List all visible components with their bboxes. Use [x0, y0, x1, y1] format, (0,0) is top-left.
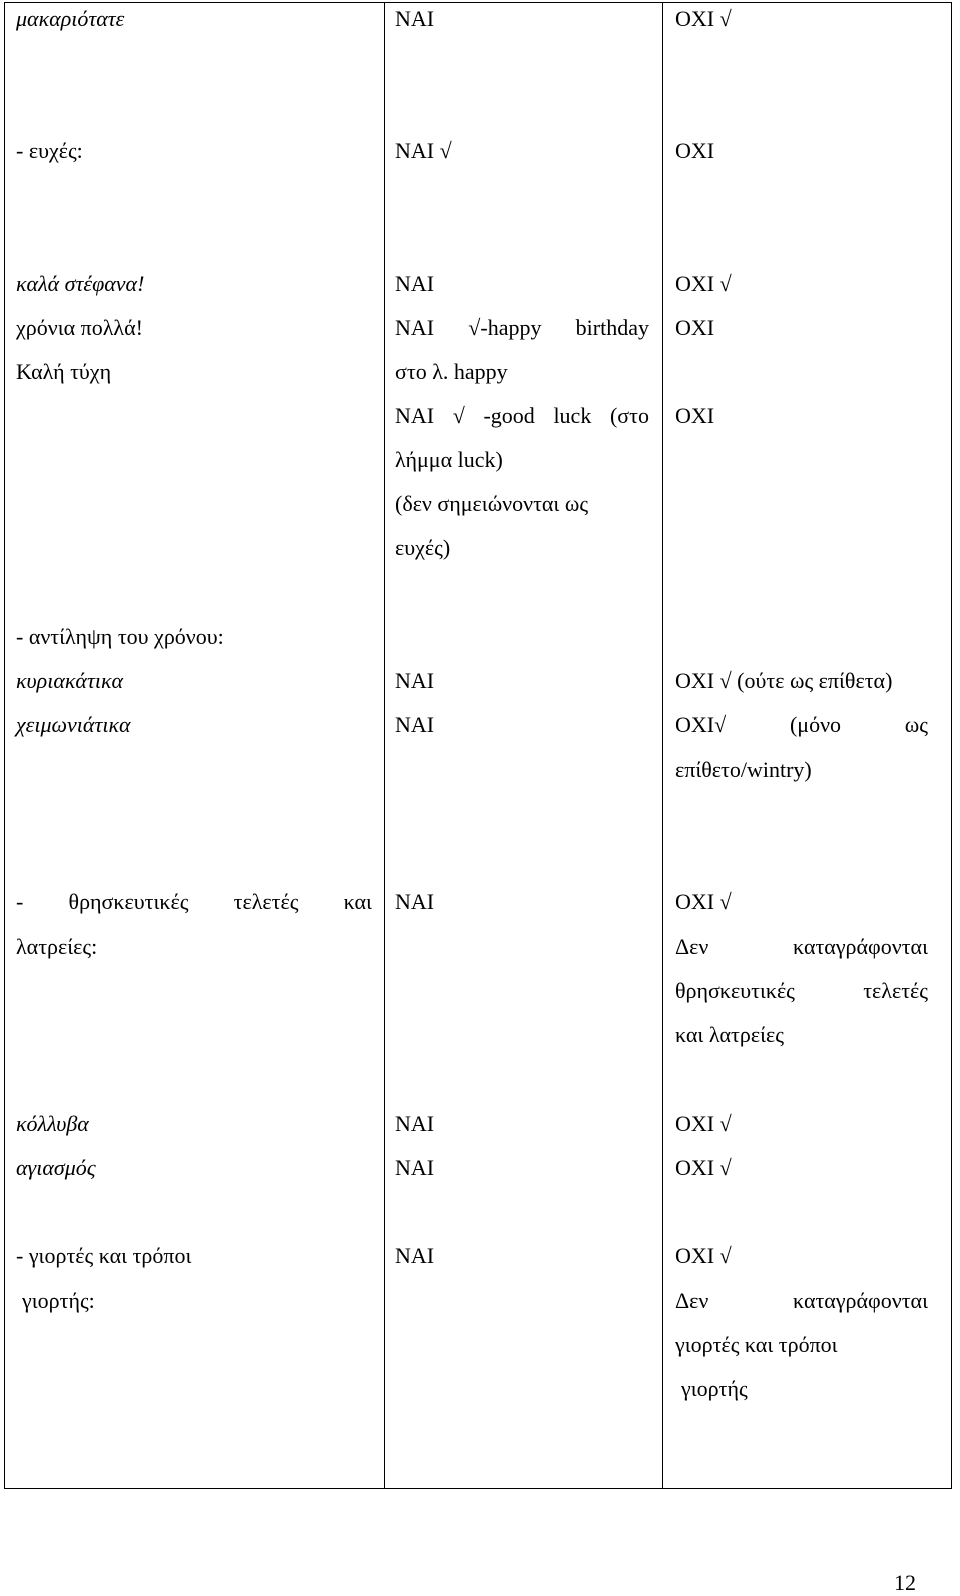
column-divider-2 — [662, 3, 663, 1488]
word: και — [343, 889, 372, 914]
word: καταγράφονται — [793, 1288, 928, 1313]
word: ΝΑΙ — [395, 403, 435, 428]
cell-giortes-col3-line3: γιορτές και τρόποι — [675, 1332, 838, 1357]
cell-makariotate-col2: ΝΑΙ — [395, 6, 435, 31]
cell-eyxes-col2: ΝΑΙ √ — [395, 138, 452, 163]
section-giortes-line1: - γιορτές και τρόποι — [16, 1243, 192, 1268]
cell-kala-stefana-col3: ΟΧΙ √ — [675, 271, 732, 296]
cell-thriskeftikes-col3-line3 — [675, 978, 928, 1004]
cell-kali-tyxi-col2-line1 — [395, 403, 649, 429]
cell-thriskeftikes-col3-line2 — [675, 934, 928, 960]
cell-kali-tyxi-col2-line3: (δεν σημειώνονται ως — [395, 491, 589, 516]
cell-giortes-col2: ΝΑΙ — [395, 1243, 435, 1268]
cell-agiasmos-col2: ΝΑΙ — [395, 1155, 435, 1180]
word: -good — [483, 403, 535, 428]
word: θρησκευτικές — [68, 889, 189, 914]
word: Δεν — [675, 934, 709, 959]
term-kyriakatika: κυριακάτικα — [16, 668, 124, 693]
term-kala-stefana: καλά στέφανα! — [16, 271, 145, 296]
cell-kala-stefana-col2: ΝΑΙ — [395, 271, 435, 296]
cell-kyriakatika-col3: ΟΧΙ √ (ούτε ως επίθετα) — [675, 668, 893, 693]
term-xronia-polla: χρόνια πολλά! — [16, 315, 143, 340]
term-agiasmos: αγιασμός — [16, 1155, 96, 1180]
cell-giortes-col3-line4: γιορτής — [681, 1376, 748, 1401]
word: ΝΑΙ — [395, 315, 435, 340]
cell-xeimoniatika-col2: ΝΑΙ — [395, 712, 435, 737]
term-xeimoniatika: χειμωνιάτικα — [16, 712, 131, 737]
cell-thriskeftikes-col3-line4: και λατρείες — [675, 1022, 784, 1047]
cell-kali-tyxi-col2-line4: ευχές) — [395, 535, 451, 560]
word: τελετές — [863, 978, 928, 1003]
cell-eyxes-col3: ΟΧΙ — [675, 138, 715, 163]
cell-kollyva-col2: ΝΑΙ — [395, 1111, 435, 1136]
cell-agiasmos-col3: ΟΧΙ √ — [675, 1155, 732, 1180]
word: (στο — [609, 403, 649, 428]
word: ως — [904, 712, 928, 737]
cell-xronia-polla-col2-line1 — [395, 315, 649, 341]
cell-kyriakatika-col2: ΝΑΙ — [395, 668, 435, 693]
section-thriskeftikes-line1 — [16, 889, 372, 915]
word: ΟΧΙ√ — [675, 712, 727, 737]
cell-thriskeftikes-col3-line1: ΟΧΙ √ — [675, 889, 732, 914]
section-thriskeftikes-line2: λατρείες: — [16, 934, 98, 959]
cell-xeimoniatika-col3-line1 — [675, 712, 928, 738]
term-makariotate: μακαριότατε — [16, 6, 125, 31]
page-number: 12 — [894, 1570, 916, 1595]
cell-thriskeftikes-col2: ΝΑΙ — [395, 889, 435, 914]
word: Δεν — [675, 1288, 709, 1313]
cell-xronia-polla-col2-line2: στο λ. happy — [395, 359, 508, 384]
word: θρησκευτικές — [675, 978, 795, 1003]
term-kali-tyxi: Καλή τύχη — [16, 359, 112, 384]
word: √ — [452, 403, 465, 428]
cell-xronia-polla-col3: ΟΧΙ — [675, 315, 715, 340]
section-antilipsi: - αντίληψη του χρόνου: — [16, 624, 224, 649]
word: √-happy — [468, 315, 542, 340]
term-kollyva: κόλλυβα — [16, 1111, 89, 1136]
cell-giortes-col3-line1: ΟΧΙ √ — [675, 1243, 732, 1268]
word: birthday — [575, 315, 649, 340]
cell-kali-tyxi-col3: ΟΧΙ — [675, 403, 715, 428]
cell-xeimoniatika-col3-line2: επίθετο/wintry) — [675, 757, 812, 782]
column-divider-1 — [384, 3, 385, 1488]
word: τελετές — [233, 889, 299, 914]
word: (μόνο — [789, 712, 842, 737]
word: καταγράφονται — [793, 934, 928, 959]
cell-makariotate-col3: ΟΧΙ √ — [675, 6, 732, 31]
word: - — [16, 889, 24, 914]
section-eyxes: - ευχές: — [16, 138, 83, 163]
cell-giortes-col3-line2 — [675, 1288, 928, 1314]
section-giortes-line2: γιορτής: — [22, 1288, 95, 1313]
cell-kollyva-col3: ΟΧΙ √ — [675, 1111, 732, 1136]
cell-kali-tyxi-col2-line2: λήμμα luck) — [395, 447, 503, 472]
word: luck — [553, 403, 592, 428]
